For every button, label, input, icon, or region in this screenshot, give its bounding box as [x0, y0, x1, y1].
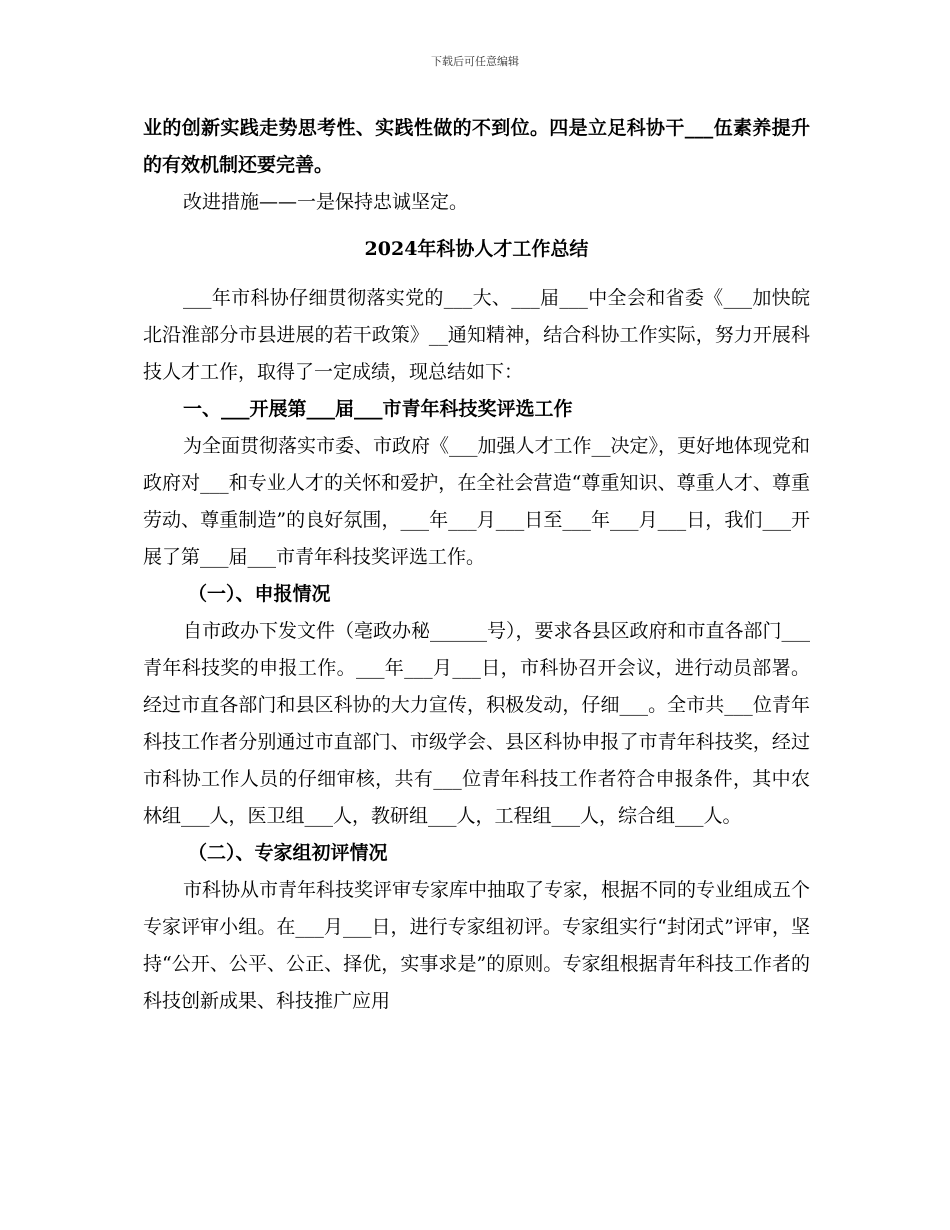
page-header: 下载后可任意编辑 [431, 55, 519, 68]
subsection-heading-1: （一）、申报情况 [188, 583, 331, 605]
section-heading-1: 一、___开展第___届___市青年科技奖评选工作 [183, 398, 573, 420]
document-title: 2024年科协人才工作总结 [364, 238, 589, 260]
paragraph-4: 市科协从市青年科技奖评审专家库中抽取了专家，根据不同的专业组成五个专家评审小组。在___月___日，进行专家组初评。专家组实行“封闭式”评审，坚持“公开、公平、公正、择优，实事求是”的原则。专家组根据青年科技工作者的科技创新成果、科技推广应用 [143, 879, 811, 1012]
paragraph-3: 自市政办下发文件（亳政办秘______号），要求各县区政府和市直各部门___青年科技奖的申报工作。___年___月___日，市科协召开会议，进行动员部署。经过市直各部门和县区科协的大力宣传，积极发动，仔细___。全市共___位青年科技工作者分别通过市直部门、市级学会、县区科协申报了市青年科技奖，经过市科协工作人员的仔细审核，共有___位青年科技工作者符合申报条件，其中农林组___人，医卫组___人，教研组___人，工程组___人，综合组___人。 [143, 620, 811, 827]
intro-paragraph: 业的创新实践走势思考性、实践性做的不到位。四是立足科协干___伍素养提升的有效机制还要完善。 [143, 117, 810, 176]
paragraph-2: 为全面贯彻落实市委、市政府《___加强人才工作__决定》，更好地体现党和政府对___和专业人才的关怀和爱护，在全社会营造“尊重知识、尊重人才、尊重劳动、尊重制造”的良好氛围，___年___月___日至___年___月___日，我们___开展了第___届___市青年科技奖评选工作。 [143, 435, 811, 568]
document-body [143, 110, 810, 1020]
measures-paragraph: 改进措施——一是保持忠诚坚定。 [183, 191, 469, 213]
subsection-heading-2: （二）、专家组初评情况 [188, 842, 388, 864]
paragraph-1: ___年市科协仔细贯彻落实党的___大、___届___中全会和省委《___加快皖北沿淮部分市县进展的若干政策》__通知精神，结合科协工作实际，努力开展科技人才工作，取得了一定成绩，现总结如下： [143, 287, 810, 383]
